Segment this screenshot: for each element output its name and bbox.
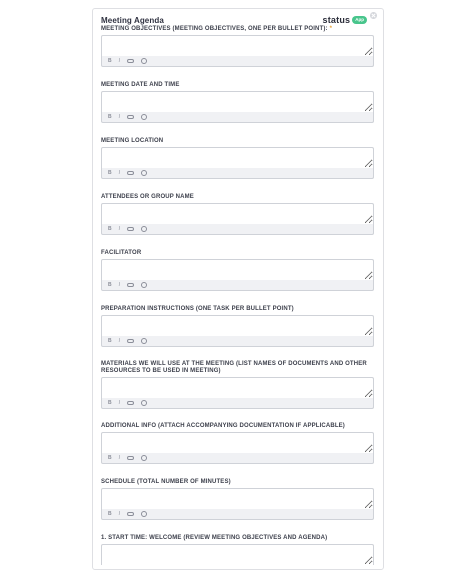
italic-button[interactable]: I [118, 169, 121, 176]
emoji-icon[interactable] [141, 226, 147, 232]
emoji-icon[interactable] [141, 511, 147, 517]
bold-button[interactable]: B [108, 113, 112, 120]
emoji-icon[interactable] [141, 455, 147, 461]
field-label: MEETING LOCATION [101, 138, 164, 144]
materials-input[interactable] [101, 377, 374, 398]
link-icon[interactable] [127, 339, 134, 343]
italic-button[interactable]: I [118, 57, 121, 64]
field-label: PREPARATION INSTRUCTIONS (ONE TASK PER BULLET POINT) [101, 306, 294, 312]
agenda-form [92, 8, 384, 570]
link-icon[interactable] [127, 512, 134, 516]
field-location [101, 138, 374, 179]
emoji-icon[interactable] [141, 400, 147, 406]
field-meeting-objectives [101, 26, 374, 67]
bold-button[interactable]: B [108, 169, 112, 176]
italic-button[interactable]: I [118, 281, 121, 288]
bold-button[interactable]: B [108, 399, 112, 406]
bold-button[interactable]: B [108, 510, 112, 517]
bold-button[interactable]: B [108, 337, 112, 344]
italic-button[interactable]: I [118, 337, 121, 344]
field-preparation [101, 306, 374, 347]
format-toolbar [101, 453, 374, 464]
emoji-icon[interactable] [141, 58, 147, 64]
field-label: FACILITATOR [101, 250, 142, 256]
emoji-icon[interactable] [141, 282, 147, 288]
field-label: 1. START TIME: WELCOME (REVIEW MEETING OBJECTIVES AND AGENDA) [101, 535, 328, 541]
field-label: SCHEDULE (TOTAL NUMBER OF MINUTES) [101, 479, 231, 485]
format-toolbar [101, 112, 374, 123]
format-toolbar [101, 336, 374, 347]
link-icon[interactable] [127, 59, 134, 63]
field-label: ATTENDEES OR GROUP NAME [101, 194, 194, 200]
link-icon[interactable] [127, 115, 134, 119]
emoji-icon[interactable] [141, 170, 147, 176]
link-icon[interactable] [127, 171, 134, 175]
format-toolbar [101, 280, 374, 291]
start-time-input[interactable] [101, 544, 374, 565]
objectives-input[interactable] [101, 35, 374, 56]
schedule-input[interactable] [101, 488, 374, 509]
format-toolbar [101, 168, 374, 179]
field-additional-info [101, 423, 374, 464]
form-title: Meeting Agenda [101, 16, 164, 25]
required-marker: * [329, 26, 333, 32]
brand-name: status [322, 15, 351, 25]
emoji-icon[interactable] [141, 338, 147, 344]
field-schedule [101, 479, 374, 520]
format-toolbar [101, 398, 374, 409]
link-icon[interactable] [127, 227, 134, 231]
brand-logo [323, 15, 367, 25]
additional-info-input[interactable] [101, 432, 374, 453]
italic-button[interactable]: I [118, 510, 121, 517]
italic-button[interactable]: I [118, 399, 121, 406]
bold-button[interactable]: B [108, 281, 112, 288]
field-label: ADDITIONAL INFO (ATTACH ACCOMPANYING DOCUMENTATION IF APPLICABLE) [101, 423, 345, 429]
bold-button[interactable]: B [108, 454, 112, 461]
field-facilitator [101, 250, 374, 291]
facilitator-input[interactable] [101, 259, 374, 280]
field-materials [101, 361, 374, 409]
field-date-time [101, 82, 374, 123]
field-start-time [101, 535, 374, 565]
italic-button[interactable]: I [118, 454, 121, 461]
location-input[interactable] [101, 147, 374, 168]
format-toolbar [101, 509, 374, 520]
link-icon[interactable] [127, 456, 134, 460]
bold-button[interactable]: B [108, 57, 112, 64]
format-toolbar [101, 56, 374, 67]
format-toolbar [101, 224, 374, 235]
link-icon[interactable] [127, 283, 134, 287]
date-time-input[interactable] [101, 91, 374, 112]
field-label: MEETING OBJECTIVES (MEETING OBJECTIVES, ONE PER BULLET POINT): * [101, 26, 333, 32]
bold-button[interactable]: B [108, 225, 112, 232]
close-icon[interactable] [370, 12, 377, 19]
preparation-input[interactable] [101, 315, 374, 336]
attendees-input[interactable] [101, 203, 374, 224]
emoji-icon[interactable] [141, 114, 147, 120]
field-label: MATERIALS WE WILL USE AT THE MEETING (LIST NAMES OF DOCUMENTS AND OTHER RESOURCES TO BE USED IN MEETING) [101, 361, 367, 374]
italic-button[interactable]: I [118, 113, 121, 120]
link-icon[interactable] [127, 401, 134, 405]
italic-button[interactable]: I [118, 225, 121, 232]
field-attendees [101, 194, 374, 235]
brand-badge: App [352, 16, 367, 24]
field-label: MEETING DATE AND TIME [101, 82, 180, 88]
